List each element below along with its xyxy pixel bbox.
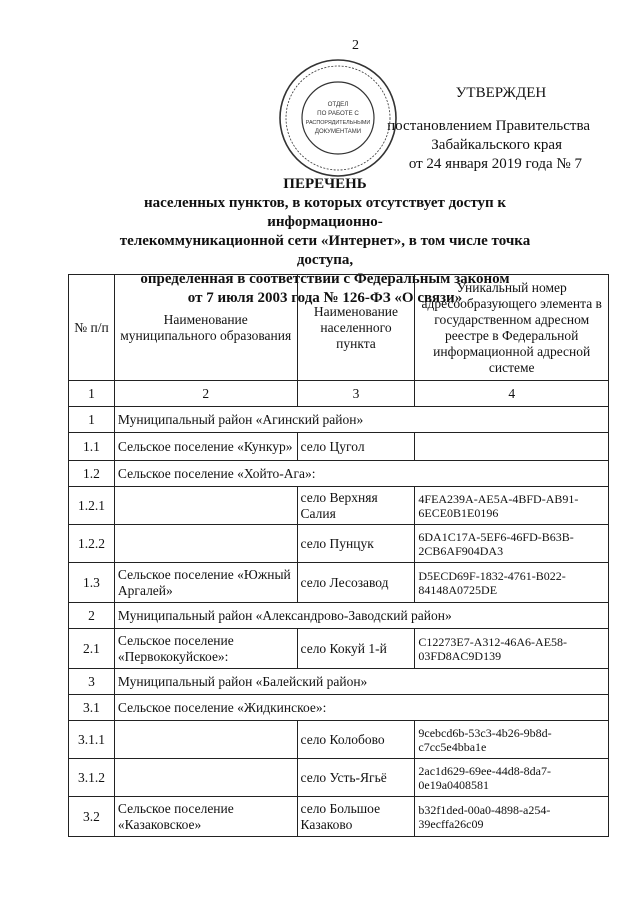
svg-text:ПО РАБОТЕ С: ПО РАБОТЕ С <box>317 110 359 117</box>
row-settlement: село Усть-Ягьё <box>297 759 415 797</box>
svg-text:ОТДЕЛ: ОТДЕЛ <box>327 101 349 108</box>
row-section-title: Муниципальный район «Александрово-Заводский район» <box>114 603 608 629</box>
row-number: 2.1 <box>69 629 115 669</box>
row-settlement: село Лесозавод <box>297 563 415 603</box>
table-row <box>69 695 609 721</box>
page-number: 2 <box>352 38 359 53</box>
row-unique-number: 6DA1C17A-5EF6-46FD-B63B-2CB6AF904DA3 <box>415 525 609 563</box>
row-municipality <box>114 721 297 759</box>
row-settlement: село Кокуй 1-й <box>297 629 415 669</box>
table-row <box>69 629 609 669</box>
approval-line-3: от 24 января 2019 года № 7 <box>408 156 582 172</box>
approval-title: УТВЕРЖДЕН <box>455 85 547 101</box>
row-number: 3.1.2 <box>69 759 115 797</box>
header-settlement: Наименование населенного пункта <box>297 275 415 381</box>
row-municipality <box>114 759 297 797</box>
row-municipality: Сельское поселение «Первококуйское»: <box>114 629 297 669</box>
row-settlement: село Большое Казаково <box>297 797 415 837</box>
row-settlement: село Цугол <box>297 433 415 461</box>
table-row <box>69 721 609 759</box>
column-number-row <box>69 381 609 407</box>
svg-text:ДОКУМЕНТАМИ: ДОКУМЕНТАМИ <box>314 129 362 135</box>
row-municipality: Сельское поселение «Казаковское» <box>114 797 297 837</box>
col-number: 4 <box>415 381 609 407</box>
row-number: 3 <box>69 669 115 695</box>
row-unique-number: 9cebcd6b-53c3-4b26-9b8d-c7cc5e4bba1e <box>415 721 609 759</box>
heading-line-4: от 7 июля 2003 года № 126-ФЗ «О связи» <box>187 290 463 306</box>
row-number: 1.2 <box>69 461 115 487</box>
col-number: 3 <box>297 381 415 407</box>
table-row <box>69 433 609 461</box>
table-row <box>69 525 609 563</box>
row-number: 1 <box>69 407 115 433</box>
svg-text:РАСПОРЯДИТЕЛЬНЫМИ: РАСПОРЯДИТЕЛЬНЫМИ <box>305 120 371 126</box>
row-section-title: Муниципальный район «Агинский район» <box>114 407 608 433</box>
table-row <box>69 563 609 603</box>
row-number: 1.2.2 <box>69 525 115 563</box>
row-section-title: Муниципальный район «Балейский район» <box>114 669 608 695</box>
row-municipality <box>114 487 297 525</box>
settlements-table <box>68 274 609 837</box>
header-num: № п/п <box>69 275 115 381</box>
row-unique-number: D5ECD69F-1832-4761-B022-84148A0725DE <box>415 563 609 603</box>
row-number: 3.1 <box>69 695 115 721</box>
row-unique-number: 2ac1d629-69ee-44d8-8da7-0e19a0408581 <box>415 759 609 797</box>
table-header-row <box>69 275 609 381</box>
col-number: 1 <box>69 381 115 407</box>
row-number: 3.2 <box>69 797 115 837</box>
row-settlement: село Пунцук <box>297 525 415 563</box>
row-municipality: Сельское поселение «Кункур» <box>114 433 297 461</box>
header-unique-number: Уникальный номер адресообразующего элемента в государственном адресном реестре в Федеральной информационной адресной системе <box>415 275 609 381</box>
row-number: 1.3 <box>69 563 115 603</box>
table-row <box>69 759 609 797</box>
col-number: 2 <box>114 381 297 407</box>
row-municipality: Сельское поселение «Южный Аргалей» <box>114 563 297 603</box>
approval-block <box>327 84 620 174</box>
approval-line-2: Забайкальского края <box>431 137 562 153</box>
row-unique-number: b32f1ded-00a0-4898-a254-39ecffa26c09 <box>415 797 609 837</box>
table-row <box>69 603 609 629</box>
row-number: 1.2.1 <box>69 487 115 525</box>
row-section-title: Сельское поселение «Жидкинское»: <box>114 695 608 721</box>
row-section-title: Сельское поселение «Хойто-Ага»: <box>114 461 608 487</box>
row-number: 1.1 <box>69 433 115 461</box>
table-row <box>69 461 609 487</box>
row-unique-number: 4FEA239A-AE5A-4BFD-AB91-6ECE0B1E0196 <box>415 487 609 525</box>
table-row <box>69 669 609 695</box>
heading-line-3: определенная в соответствии с Федеральным законом <box>140 271 510 287</box>
row-unique-number: C12273E7-A312-46A6-AE58-03FD8AC9D139 <box>415 629 609 669</box>
approval-line-1: постановлением Правительства <box>387 118 590 134</box>
table-row <box>69 407 609 433</box>
table-row <box>69 487 609 525</box>
row-settlement: село Верхняя Салия <box>297 487 415 525</box>
heading-line-2: телекоммуникационной сети «Интернет», в том числе точка доступа, <box>119 233 531 268</box>
row-number: 2 <box>69 603 115 629</box>
row-unique-number <box>415 433 609 461</box>
row-settlement: село Колобово <box>297 721 415 759</box>
row-municipality <box>114 525 297 563</box>
heading-line-1: населенных пунктов, в которых отсутствует доступ к информационно- <box>143 195 507 230</box>
table-row <box>69 797 609 837</box>
row-number: 3.1.1 <box>69 721 115 759</box>
header-municipality: Наименование муниципального образования <box>114 275 297 381</box>
heading-title: ПЕРЕЧЕНЬ <box>283 176 367 192</box>
